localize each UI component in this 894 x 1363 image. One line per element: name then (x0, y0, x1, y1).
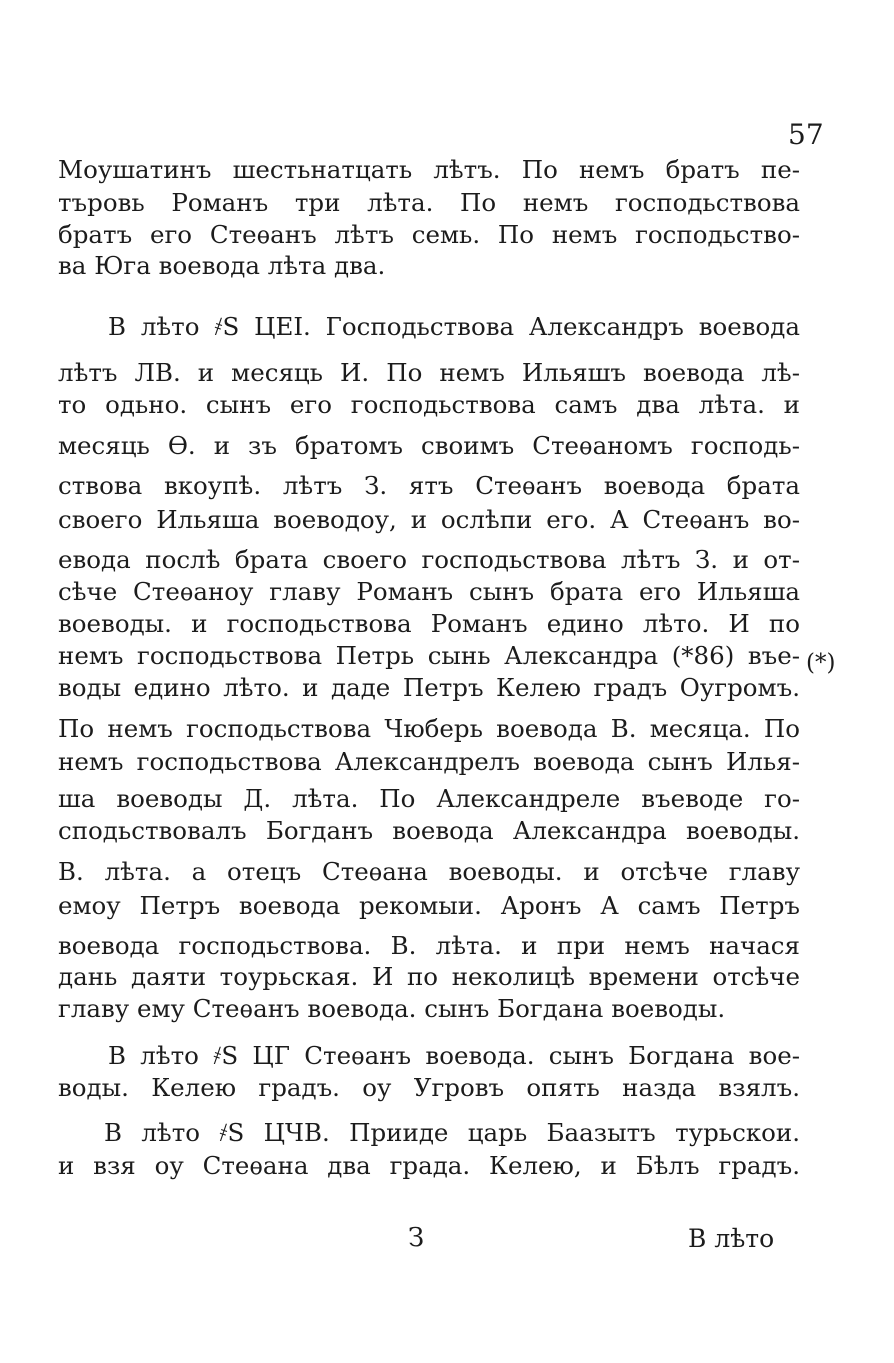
text-line: В лѣто ҂Ѕ ЦГ Стеѳанъ воевода. сынъ Богдана вое- (108, 1041, 800, 1070)
text-line: немъ господьствова Петрь сынь Александра (*86) въе- (58, 641, 800, 670)
text-line: ствова вкоупѣ. лѣтъ З. ятъ Стеѳанъ воевода брата (58, 471, 800, 500)
text-line: търовь Романъ три лѣта. По немъ господьствова (58, 188, 800, 217)
text-line: немъ господьствова Александрелъ воевода сынъ Илья- (58, 747, 800, 776)
margin-note: (*) (806, 650, 836, 676)
text-line: воды. Келею градъ. оу Угровъ опять назда взялъ. (58, 1073, 800, 1102)
text-line: то одьно. сынъ его господьствова самъ два лѣта. и (58, 390, 800, 419)
text-line: евода послѣ брата своего господьствова лѣтъ З. и от- (58, 545, 800, 574)
text-line: дань даяти тоурьская. И по неколицѣ времени отсѣче (58, 962, 800, 991)
text-line: По немъ господьствова Чюберь воевода В. месяца. По (58, 714, 800, 743)
text-line: своего Ильяша воеводоу, и ослѣпи его. А Стеѳанъ во- (58, 505, 800, 534)
text-line: В лѣто ҂Ѕ ЦЕІ. Господьствова Александръ воевода (108, 312, 800, 341)
text-line: ва Юга воевода лѣта два. (58, 251, 386, 280)
text-line: воеводы. и господьствова Романъ едино лѣто. И по (58, 609, 800, 638)
text-line: месяць Ѳ. и зъ братомъ своимъ Стеѳаномъ господь- (58, 431, 800, 460)
text-line: Моушатинъ шестьнатцать лѣтъ. По немъ братъ пе- (58, 155, 800, 184)
text-line: главу ему Стеѳанъ воевода. сынъ Богдана воеводы. (58, 994, 726, 1023)
text-line: ша воеводы Д. лѣта. По Александреле въеводе го- (58, 784, 800, 813)
signature-mark: З (408, 1223, 425, 1253)
text-line: воды едино лѣто. и даде Петръ Келею градъ Оугромъ. (58, 673, 800, 702)
text-line: сподьствовалъ Богданъ воевода Александра воеводы. (58, 816, 800, 845)
text-line: емоу Петръ воевода рекомыи. Аронъ А самъ Петръ (58, 891, 800, 920)
text-line: В лѣто ҂Ѕ ЦЧВ. Прииде царь Баазытъ турьскои. (104, 1118, 800, 1147)
text-line: сѣче Стеѳаноу главу Романъ сынъ брата его Ильяша (58, 577, 800, 606)
text-line: лѣтъ ЛВ. и месяць И. По немъ Ильяшъ воевода лѣ- (58, 358, 800, 387)
text-line: и взя оу Стеѳана два града. Келею, и Бѣлъ градъ. (58, 1151, 800, 1180)
text-line: воевода господьствова. В. лѣта. и при немъ начася (58, 931, 800, 960)
page-number: 57 (788, 118, 824, 151)
text-line: братъ его Стеѳанъ лѣтъ семь. По немъ господьство- (58, 220, 800, 249)
catchword: В лѣто (688, 1224, 775, 1253)
text-line: В. лѣта. а отецъ Стеѳана воеводы. и отсѣче главу (58, 857, 800, 886)
